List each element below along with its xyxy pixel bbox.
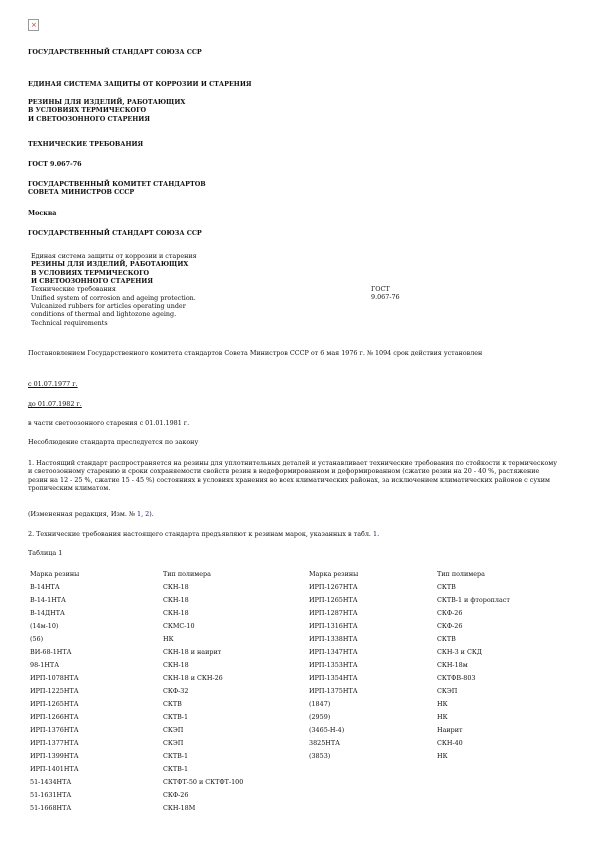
table-cell: СКН-18 [163, 661, 189, 669]
amendment-suffix: ). [149, 510, 154, 518]
table-cell: ИРП-1287НТА [309, 609, 358, 617]
table-cell: СКН-18 и СКН-26 [163, 674, 223, 682]
table-row [30, 661, 557, 674]
table-cell: ИРП-1265НТА [30, 700, 79, 708]
table-cell: СКТФТ-50 и СКТФТ-100 [163, 778, 244, 786]
table-cell: СКЭП [163, 726, 184, 734]
table-cell: СКМС-10 [163, 622, 195, 630]
table-cell: СКТВ [437, 635, 456, 643]
title-block [31, 252, 197, 327]
clause-2-text: 2. Технические требования настоящего стандарта предъявляют к резинам марок, указанных в табл. [28, 530, 373, 538]
table-cell [309, 778, 437, 791]
table-row [30, 700, 557, 713]
table-cell [437, 778, 557, 791]
table-cell: 98-1НТА [30, 661, 60, 669]
table-cell: ИРП-1338НТА [309, 635, 358, 643]
table-cell: СКН-3 и СКД [437, 648, 482, 656]
header-cell: Марка резины [309, 570, 359, 578]
validity-date-to: до 01.07.1982 г. [28, 400, 82, 408]
title-block-gost [371, 285, 400, 302]
table-row [30, 791, 557, 804]
table-cell: СКН-18 и наирит [163, 648, 222, 656]
header-cell: Тип полимера [163, 570, 211, 578]
title-block-line: conditions of thermal and lightozone ageing. [31, 310, 177, 319]
table-cell: 51-1434НТА [30, 778, 72, 786]
amendment-link-2[interactable]: 2 [145, 510, 150, 518]
table-cell: ИРП-1266НТА [30, 713, 79, 721]
title-block-line: Единая система защиты от коррозии и старения [31, 252, 197, 260]
table-row [30, 778, 557, 791]
table-caption: Таблица 1 [28, 549, 63, 557]
table-cell: ИРП-1225НТА [30, 687, 79, 695]
title-block-line: Технические требования [31, 285, 116, 294]
table-row [30, 739, 557, 752]
title-block-line: В УСЛОВИЯХ ТЕРМИЧЕСКОГО [31, 268, 150, 277]
table-cell: СКТВ [163, 700, 182, 708]
table-row [30, 713, 557, 726]
committee-line: ГОСУДАРСТВЕННЫЙ КОМИТЕТ СТАНДАРТОВ [28, 180, 206, 188]
table-cell: СКТВ-1 [163, 713, 189, 721]
table-row [30, 635, 557, 648]
table-row [30, 726, 557, 739]
table-cell: СКФ-26 [437, 609, 463, 617]
table-cell: (56) [30, 635, 44, 643]
table-cell: (2959) [309, 713, 331, 721]
table-row [30, 596, 557, 609]
table-cell: (3853) [309, 752, 331, 760]
table-cell: СКН-18м [437, 661, 468, 669]
table-cell [437, 765, 557, 778]
header-cell: Тип полимера [437, 570, 485, 578]
table-cell: СКН-18М [163, 804, 196, 812]
table-cell: СКФ-26 [437, 622, 463, 630]
table-cell: ИРП-1377НТА [30, 739, 79, 747]
table-cell: НК [437, 713, 448, 721]
table-cell: ИРП-1078НТА [30, 674, 79, 682]
table-cell: СКН-18 [163, 609, 189, 617]
table-cell: ИРП-1401НТА [30, 765, 79, 773]
light-aging-note: в части светоозонного старения с 01.01.1981 г. [28, 419, 190, 427]
table-cell: ИРП-1375НТА [309, 687, 358, 695]
table-cell: (3465-Н-4) [309, 726, 345, 734]
clause-1: 1. Настоящий стандарт распространяется на резины для уплотнительных деталей и устанавливает технические требования по стойкости к термическому и светоозонному старению и сроки сохраняемости свойств резин в недеформированном и деформированном (сжатие резин на 20 - 40 %, растяжение резин на 12 - 25 %, сжатие 15 - 45 %) состояниях в условиях хранения во всех климатических районах, за исключением климатических районов с сухим тропическим климатом. [28, 459, 558, 492]
table-cell: НК [163, 635, 174, 643]
table-cell: 51-1668НТА [30, 804, 72, 812]
table-cell: СКЭП [163, 739, 184, 747]
table-cell: СКТВ [437, 583, 456, 591]
document-title-line: И СВЕТООЗОННОГО СТАРЕНИЯ [28, 114, 150, 123]
table-cell: ИРП-1354НТА [309, 674, 358, 682]
city: Москва [28, 209, 57, 217]
tech-requirements-heading: ТЕХНИЧЕСКИЕ ТРЕБОВАНИЯ [28, 140, 144, 148]
clause-2-end: . [377, 530, 380, 538]
table-cell: СКФ-26 [163, 791, 189, 799]
amendment-link-1[interactable]: 1 [136, 510, 142, 518]
table-cell: ИРП-1316НТА [309, 622, 358, 630]
document-title-line: РЕЗИНЫ ДЛЯ ИЗДЕЛИЙ, РАБОТАЮЩИХ [28, 98, 186, 106]
document-title-line: В УСЛОВИЯХ ТЕРМИЧЕСКОГО [28, 106, 147, 115]
table-cell: ИРП-1347НТА [309, 648, 358, 656]
clause-2 [28, 530, 379, 538]
table-cell: СКН-18 [163, 596, 189, 604]
table-cell: 51-1631НТА [30, 791, 72, 799]
document-title [28, 98, 185, 123]
broken-image-glyph: × [31, 21, 37, 29]
gost-number: ГОСТ 9.067-76 [28, 160, 82, 168]
gost-number-right: 9.067-76 [371, 293, 400, 302]
table-cell: ИРП-1265НТА [309, 596, 358, 604]
table-cell: СКТВ-1 [163, 752, 189, 760]
state-standard-heading: ГОСУДАРСТВЕННЫЙ СТАНДАРТ СОЮЗА ССР [28, 48, 202, 56]
decree-paragraph: Постановлением Государственного комитета стандартов Совета Министров СССР от 6 мая 1976 г. № 1094 срок действия установлен [28, 349, 483, 357]
table-row [30, 687, 557, 700]
system-title: ЕДИНАЯ СИСТЕМА ЗАЩИТЫ ОТ КОРРОЗИИ И СТАРЕНИЯ [28, 80, 252, 88]
table-cell: В-14ДНТА [30, 609, 65, 617]
amendment-prefix: (Измененная редакция, Изм. № [28, 510, 137, 518]
noncompliance-note: Несоблюдение стандарта преследуется по закону [28, 438, 199, 446]
title-block-line: И СВЕТООЗОННОГО СТАРЕНИЯ [31, 276, 153, 285]
table-cell: НК [437, 752, 448, 760]
table-cell: ИРП-1353НТА [309, 661, 358, 669]
title-block-line: Unified system of corrosion and ageing protection. [31, 293, 196, 302]
table-cell [309, 791, 437, 804]
rubber-grades-table [30, 570, 557, 817]
table-header-row [30, 570, 557, 583]
table-cell: В-14-1НТА [30, 596, 66, 604]
table-row [30, 765, 557, 778]
broken-image-icon [28, 19, 39, 31]
table-cell: СКН-18 [163, 583, 189, 591]
table-cell: Наирит [437, 726, 463, 734]
table-row [30, 583, 557, 596]
table-row [30, 674, 557, 687]
amendment-note [28, 510, 154, 518]
table-cell: (1847) [309, 700, 331, 708]
table-cell: В-14НТА [30, 583, 60, 591]
table-cell: СКТФВ-803 [437, 674, 476, 682]
header-cell: Марка резины [30, 570, 80, 578]
table-cell [437, 791, 557, 804]
table-row [30, 804, 557, 817]
table-cell: (14м-10) [30, 622, 59, 630]
table-cell: ИРП-1267НТА [309, 583, 358, 591]
committee-line: СОВЕТА МИНИСТРОВ СССР [28, 188, 135, 197]
table-cell: СКН-40 [437, 739, 463, 747]
table-row [30, 609, 557, 622]
table-cell: СКФ-32 [163, 687, 189, 695]
amendment-separator: , [141, 510, 146, 518]
table-row [30, 648, 557, 661]
table-cell [309, 765, 437, 778]
table-cell [309, 804, 437, 817]
table-cell: НК [437, 700, 448, 708]
table-cell: СКТВ-1 и фторопласт [437, 596, 510, 604]
table-1-link[interactable]: 1 [372, 530, 378, 538]
title-block-line: Vulcanized rubbers for articles operating under [31, 301, 186, 310]
table-cell [437, 804, 557, 817]
table-cell: 3825НТА [309, 739, 340, 747]
table-cell: СКЭП [437, 687, 458, 695]
table-cell: СКТВ-1 [163, 765, 189, 773]
validity-date-from: с 01.07.1977 г. [28, 380, 78, 388]
table-cell: ИРП-1399НТА [30, 752, 79, 760]
gost-label: ГОСТ [371, 285, 390, 293]
table-row [30, 622, 557, 635]
title-block-line: Technical requirements [31, 318, 108, 327]
committee-heading [28, 180, 206, 197]
table-row [30, 752, 557, 765]
title-block-line: РЕЗИНЫ ДЛЯ ИЗДЕЛИЙ, РАБОТАЮЩИХ [31, 260, 189, 269]
state-standard-heading-2: ГОСУДАРСТВЕННЫЙ СТАНДАРТ СОЮЗА ССР [28, 229, 202, 237]
table-cell: ИРП-1376НТА [30, 726, 79, 734]
table-cell: ВИ-68-1НТА [30, 648, 72, 656]
